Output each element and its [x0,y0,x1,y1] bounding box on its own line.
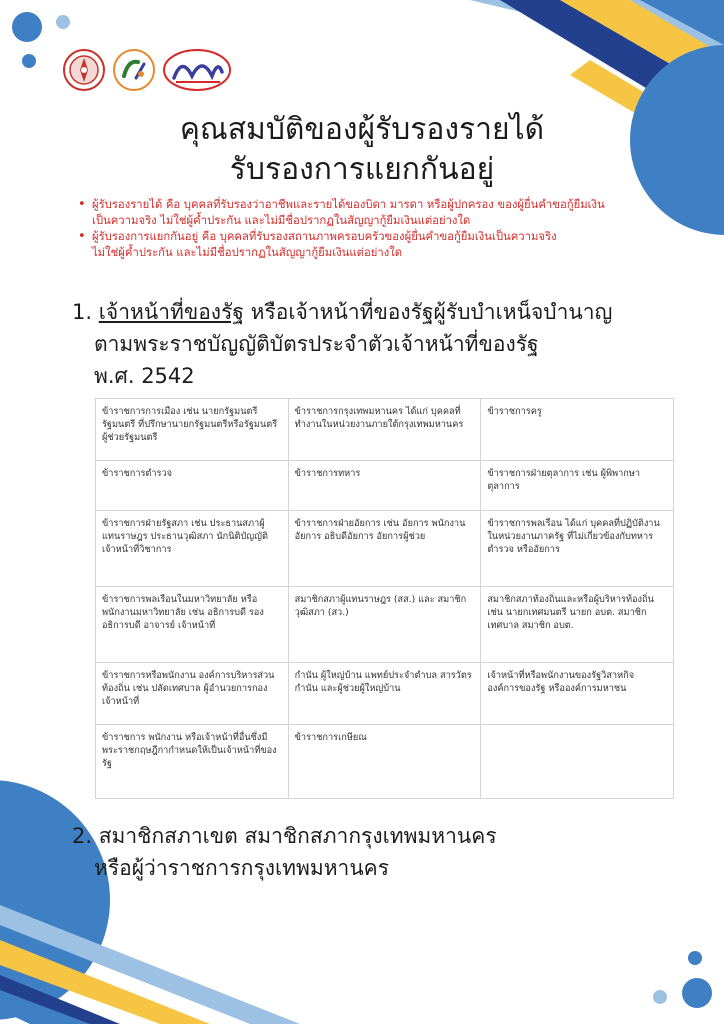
table-cell: ข้าราชการการเมือง เช่น นายกรัฐมนตรี รัฐมนตรี ที่ปรึกษานายกรัฐมนตรีหรือรัฐมนตรี ผู้ช่วยรัฐมนตรี [96,399,289,461]
table-cell: ข้าราชการตำรวจ [96,461,289,511]
logo-group [62,48,232,92]
table-cell: ข้าราชการฝ่ายอัยการ เช่น อัยการ พนักงานอัยการ อธิบดีอัยการ อัยการผู้ช่วย [288,511,481,587]
definition-list [76,197,676,261]
official-types-table [95,398,674,799]
bank-logo-icon [162,48,232,92]
section-2-number: 2. [72,824,93,848]
section-1-heading [72,296,682,392]
table-row [96,725,674,799]
crest-seal-icon [62,48,106,92]
gsk-logo-icon [112,48,156,92]
title-line-1: คุณสมบัติของผู้รับรองรายได้ [179,112,545,147]
section-1-underlined: เจ้าหน้าที่ของรัฐ [98,300,244,324]
table-cell: ข้าราชการ พนักงาน หรือเจ้าหน้าที่อื่นซึ่งมีพระราชกฤษฎีกากำหนดให้เป็นเจ้าหน้าที่ของรัฐ [96,725,289,799]
table-cell: สมาชิกสภาท้องถิ่นและหรือผู้บริหารท้องถิ่น เช่น นายกเทศมนตรี นายก อบต. สมาชิกเทศบาล สมาชิก อบต. [481,587,674,663]
section-1-number: 1. [72,300,93,324]
definition-item-income-certifier: • ผู้รับรองรายได้ คือ บุคคลที่รับรองว่าอาชีพและรายได้ของบิดา มารดา หรือผู้ปกครอง ของผู้ยื่นคำขอกู้ยืมเงิน เป็นความจริง ไม่ใช่ผู้ค้ำประกัน และไม่มีชื่อปรากฏในสัญญากู้ยืมเงินแต่อย่างใด [76,197,676,229]
table-cell: เจ้าหน้าที่หรือพนักงานของรัฐวิสาหกิจ องค์การของรัฐ หรือองค์การมหาชน [481,663,674,725]
section-1-line-3: พ.ศ. 2542 [94,364,195,388]
table-cell: ข้าราชการพลเรือนในมหาวิทยาลัย หรือ พนักงานมหาวิทยาลัย เช่น อธิการบดี รองอธิการบดี อาจารย์ เจ้าหน้าที่ [96,587,289,663]
table-row [96,587,674,663]
table-row [96,663,674,725]
table-cell: สมาชิกสภาผู้แทนราษฎร (สส.) และ สมาชิกวุฒิสภา (สว.) [288,587,481,663]
table-cell [481,725,674,799]
table-row [96,399,674,461]
section-2-heading [72,820,672,884]
section-2-line-1: สมาชิกสภาเขต สมาชิกสภากรุงเทพมหานคร [98,824,497,848]
table-cell: ข้าราชการครู [481,399,674,461]
page-title [0,110,724,190]
table-cell: ข้าราชการกรุงเทพมหานคร ได้แก่ บุคคลที่ทำงานในหน่วยงานภายใต้กรุงเทพมหานคร [288,399,481,461]
table-row [96,461,674,511]
table-row [96,511,674,587]
table-cell: ข้าราชการพลเรือน ได้แก่ บุคคลที่ปฏิบัติงานในหน่วยงานภาครัฐ ที่ไม่เกี่ยวข้องกับทหาร ตำรวจ หรืออัยการ [481,511,674,587]
title-line-2: รับรองการแยกกันอยู่ [229,152,495,187]
section-1-line-2: ตามพระราชบัญญัติบัตรประจำตัวเจ้าหน้าที่ของรัฐ [94,332,539,356]
table-cell: ข้าราชการเกษียณ [288,725,481,799]
table-cell: ข้าราชการทหาร [288,461,481,511]
definition-item-separation-certifier: • ผู้รับรองการแยกกันอยู่ คือ บุคคลที่รับรองสถานภาพครอบครัวของผู้ยื่นคำขอกู้ยืมเงินเป็นความจริง ไม่ใช่ผู้ค้ำประกัน และไม่มีชื่อปรากฏในสัญญากู้ยืมเงินแต่อย่างใด [76,229,676,261]
table-cell: ข้าราชการฝ่ายรัฐสภา เช่น ประธานสภาผู้แทนราษฎร ประธานวุฒิสภา นักนิติบัญญัติ เจ้าหน้าที่วิชาการ [96,511,289,587]
table-cell: ข้าราชการหรือพนักงาน องค์การบริหารส่วนท้องถิ่น เช่น ปลัดเทศบาล ผู้อำนวยการกอง เจ้าหน้าที่ [96,663,289,725]
section-2-line-2: หรือผู้ว่าราชการกรุงเทพมหานคร [94,856,390,880]
section-1-rest: หรือเจ้าหน้าที่ของรัฐผู้รับบำเหน็จบำนาญ [243,300,613,324]
table-cell: ข้าราชการฝ่ายตุลาการ เช่น ผู้พิพากษา ตุลาการ [481,461,674,511]
table-cell: กำนัน ผู้ใหญ่บ้าน แพทย์ประจำตำบล สารวัตรกำนัน และผู้ช่วยผู้ใหญ่บ้าน [288,663,481,725]
